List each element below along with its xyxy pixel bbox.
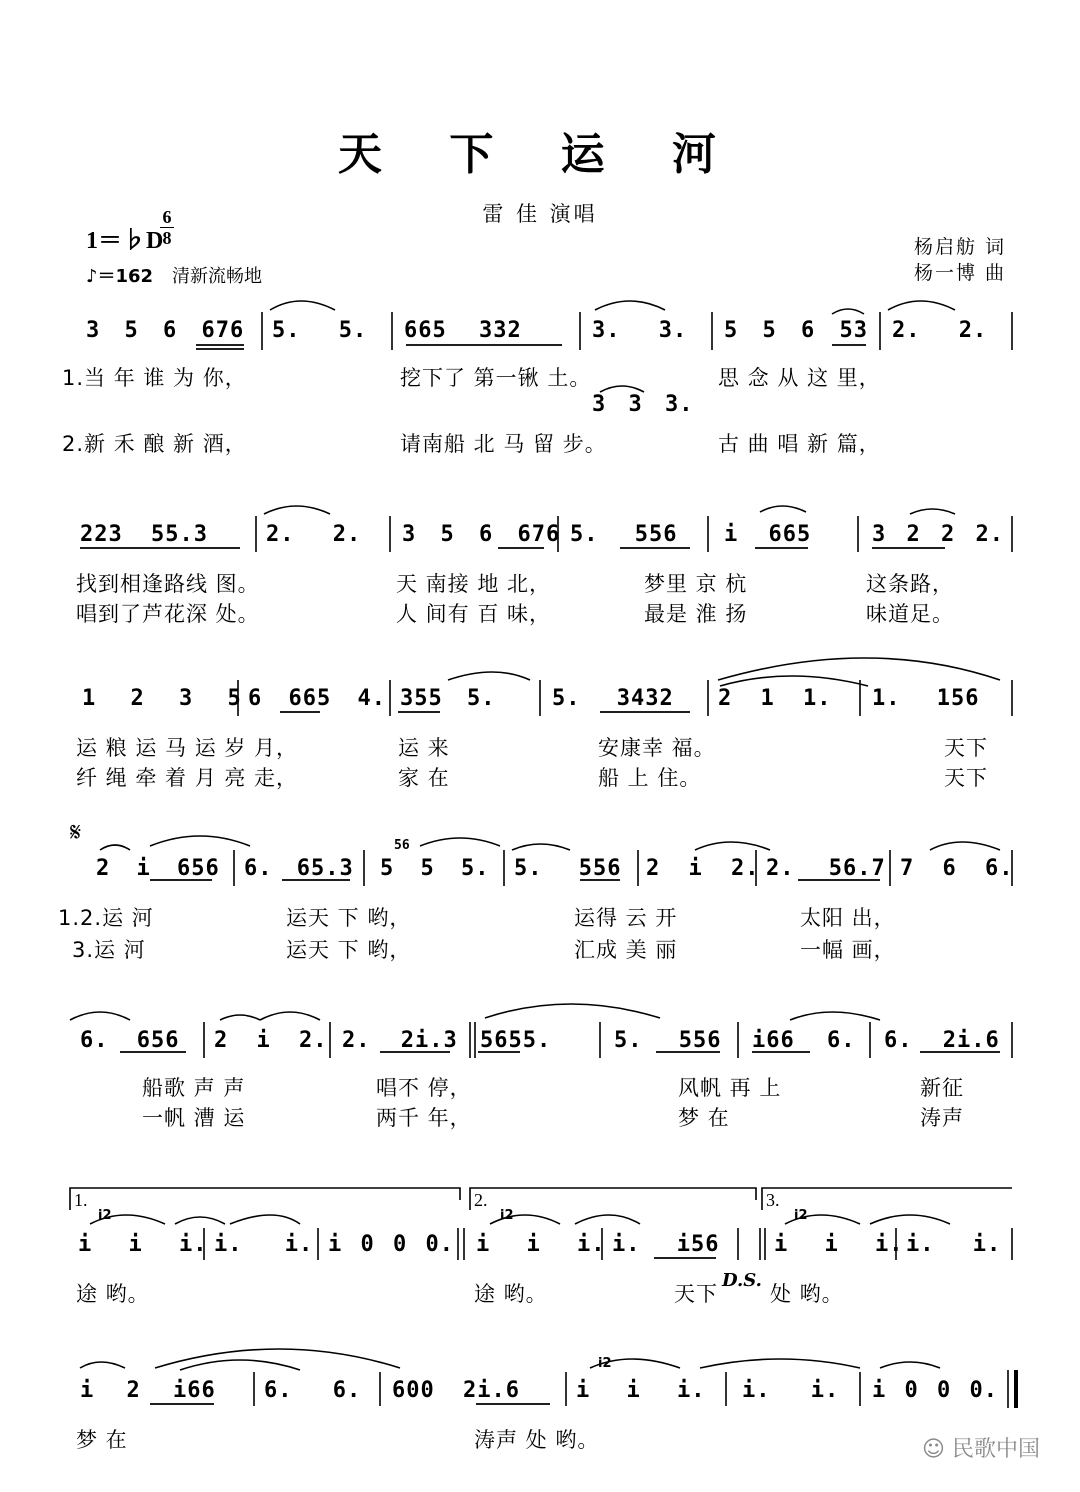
lyrics-system-5-verse-2-a: 一帆 漕 运 <box>142 1106 246 1130</box>
lyrics-system-4-verse-2-c: 汇成 美 丽 <box>574 938 678 962</box>
expression-marking: 清新流畅地 <box>172 266 262 287</box>
lyricist-credit: 杨启舫 词 <box>914 236 1007 258</box>
lyrics-system-5-verse-2-b: 两千 年， <box>376 1106 472 1130</box>
notes-system-1-bar-4: 3. 3. <box>592 318 688 343</box>
lyrics-system-3-verse-2-c: 船 上 住。 <box>598 766 702 790</box>
lyrics-system-2-verse-1-c: 梦里 京 杭 <box>644 572 748 596</box>
lyrics-system-7-a: 梦 在 <box>76 1428 128 1452</box>
lyrics-system-4-verse-1-a: 1.2.运 河 <box>58 906 154 930</box>
lyrics-system-5-verse-2-d: 涛声 <box>920 1106 964 1130</box>
lyrics-system-2-verse-1-a: 找到相逢路线 图。 <box>76 572 260 596</box>
volta-ending-2: 2. <box>474 1190 488 1210</box>
notes-system-4-bar-2: 6. 65.3 <box>244 856 354 881</box>
notes-system-4-bar-6: 2. 56.7 <box>766 856 886 881</box>
lyrics-system-4-verse-1-b: 运天 下 哟， <box>286 906 412 930</box>
notes-system-2-bar-3: 3 5 6 676 <box>402 522 561 547</box>
grace-notes-system-4: 56 <box>394 838 410 853</box>
notes-system-4-bar-5: 2 i 2. <box>646 856 760 881</box>
notes-system-3-bar-4: 5. 3432 <box>552 686 674 711</box>
notes-system-5-bar-5: 5. 556 <box>614 1028 722 1053</box>
lyrics-system-4-verse-1-d: 太阳 出， <box>800 906 896 930</box>
notes-system-3-bar-3: 355 5. <box>400 686 496 711</box>
lyrics-system-5-verse-2-c: 梦 在 <box>678 1106 730 1130</box>
notes-system-2-bar-2: 2. 2. <box>266 522 362 547</box>
lyrics-system-4-verse-2-a: 3.运 河 <box>72 938 146 962</box>
notes-system-2-bar-5: i 665 <box>724 522 812 547</box>
notes-system-3-bar-6: 1. 156 <box>872 686 980 711</box>
lyrics-system-1-verse-2-c: 古 曲 唱 新 篇， <box>718 432 881 456</box>
notes-system-1-bar-6: 2. 2. <box>892 318 988 343</box>
tempo-marking: ♪＝162 <box>86 266 154 287</box>
notes-system-1-bar-1: 3 5 6 676 <box>86 318 245 343</box>
notes-system-5-bar-2: 2 i 2. <box>214 1028 328 1053</box>
lyrics-system-1-verse-1-a: 1.当 年 谁 为 你， <box>62 366 247 390</box>
notes-system-5-bar-7: 6. 2i.6 <box>884 1028 1000 1053</box>
notes-system-6-bar-3: i 0 0 0. <box>328 1232 454 1257</box>
lyrics-system-3-verse-2-b: 家 在 <box>398 766 450 790</box>
lyrics-ending-2: 途 哟。 <box>474 1282 548 1306</box>
grace-notes-ending-3: i2 <box>794 1208 808 1223</box>
song-title: 天 下 运 河 <box>338 129 742 180</box>
notes-system-2-bar-6: 3 2 2 2. <box>872 522 1004 547</box>
lyrics-system-5-verse-1-b: 唱不 停， <box>376 1076 472 1100</box>
time-signature-bottom: 8 <box>162 228 172 248</box>
lyrics-system-3-verse-1-c: 安康幸 福。 <box>598 736 716 760</box>
wechat-icon: ☺ <box>922 1437 945 1462</box>
notes-system-3-bar-1: 1 2 3 5 <box>82 686 242 711</box>
grace-notes-system-7: i2 <box>598 1356 612 1371</box>
notes-system-4-bar-1: 2 i 656 <box>96 856 220 881</box>
grace-notes-ending-2: i2 <box>500 1208 514 1223</box>
lyrics-system-1-verse-1-b: 挖下了 第一锹 土。 <box>400 366 592 390</box>
notes-system-6-bar-6: i i i. <box>774 1232 904 1257</box>
lyrics-system-7-b: 涛声 处 哟。 <box>474 1428 600 1452</box>
notes-system-6-bar-4: i i i. <box>476 1232 606 1257</box>
notes-system-7-bar-1: i 2 i66 <box>80 1378 216 1403</box>
notes-system-6-bar-7: i. i. <box>906 1232 1002 1257</box>
lyrics-system-2-verse-2-b: 人 间有 百 味， <box>396 602 552 626</box>
lyrics-system-4-verse-1-c: 运得 云 开 <box>574 906 678 930</box>
lyrics-system-2-verse-2-d: 味道足。 <box>866 602 954 626</box>
notes-system-2-bar-1: 223 55.3 <box>80 522 208 547</box>
time-signature-top: 6 <box>162 207 172 227</box>
lyrics-system-2-verse-2-c: 最是 淮 扬 <box>644 602 748 626</box>
volta-ending-3: 3. <box>766 1190 780 1210</box>
lyrics-system-1-verse-2-b: 请南船 北 马 留 步。 <box>400 432 607 456</box>
alt-notes-system-1: 3 3 3. <box>592 392 694 417</box>
notes-system-5-bar-3: 2. 2i.3 <box>342 1028 458 1053</box>
notes-system-3-bar-2: 6 665 4. <box>248 686 386 711</box>
notes-system-7-bar-6: i 0 0 0. <box>872 1378 998 1403</box>
lyrics-system-5-verse-1-c: 风帆 再 上 <box>678 1076 782 1100</box>
lyrics-system-3-verse-1-a: 运 粮 运 马 运 岁 月， <box>76 736 299 760</box>
lyrics-system-4-verse-2-d: 一幅 画， <box>800 938 896 962</box>
lyrics-system-5-verse-1-d: 新征 <box>920 1076 964 1100</box>
lyrics-ending-1: 途 哟。 <box>76 1282 150 1306</box>
notes-system-3-bar-5: 2 1 1. <box>718 686 832 711</box>
lyrics-ending-3: 处 哟。 <box>770 1282 844 1306</box>
watermark-text: 民歌中国 <box>951 1437 1040 1462</box>
notes-system-6-bar-5: i. i56 <box>612 1232 720 1257</box>
notes-system-4-bar-3: 5 5 5. <box>380 856 490 881</box>
lyrics-system-1-verse-1-c: 思 念 从 这 里， <box>718 366 881 390</box>
lyrics-system-3-verse-2-d: 天下 <box>944 766 988 790</box>
notes-system-2-bar-4: 5. 556 <box>570 522 678 547</box>
lyrics-ending-2-pickup: 天下 <box>674 1282 718 1306</box>
notes-system-4-bar-7: 7 6 6. <box>900 856 1014 881</box>
lyrics-system-2-verse-1-d: 这条路， <box>866 572 954 596</box>
segno-sign: 𝄋 <box>70 818 82 848</box>
notes-system-1-bar-3: 665 332 <box>404 318 522 343</box>
lyrics-system-1-verse-2-a: 2.新 禾 酿 新 酒， <box>62 432 247 456</box>
lyrics-system-5-verse-1-a: 船歌 声 声 <box>142 1076 246 1100</box>
lyrics-system-3-verse-2-a: 纤 绳 牵 着 月 亮 走， <box>76 766 299 790</box>
key-signature: 1＝♭D <box>86 228 164 254</box>
notes-system-6-bar-1: i i i. <box>78 1232 208 1257</box>
lyrics-system-2-verse-2-a: 唱到了芦花深 处。 <box>76 602 260 626</box>
lyrics-system-4-verse-2-b: 运天 下 哟， <box>286 938 412 962</box>
notes-system-7-bar-4: i i i. <box>576 1378 706 1403</box>
notes-system-1-bar-2: 5. 5. <box>272 318 368 343</box>
dal-segno-mark: D.S. <box>722 1270 762 1291</box>
notes-system-7-bar-3: 600 2i.6 <box>392 1378 520 1403</box>
performer-credit: 雷 佳 演唱 <box>482 202 598 226</box>
lyrics-system-2-verse-1-b: 天 南接 地 北， <box>396 572 552 596</box>
notes-system-5-bar-6: i66 6. <box>752 1028 856 1053</box>
watermark <box>922 1432 1040 1463</box>
lyrics-system-3-verse-1-d: 天下 <box>944 736 988 760</box>
notes-system-7-bar-5: i. i. <box>742 1378 840 1403</box>
volta-ending-1: 1. <box>74 1190 88 1210</box>
composer-credit: 杨一博 曲 <box>914 262 1007 284</box>
notes-system-5-bar-4: 5655. <box>480 1028 552 1053</box>
grace-notes-ending-1: i2 <box>98 1208 112 1223</box>
notes-system-1-bar-5: 5 5 6 53 <box>724 318 868 343</box>
notes-system-6-bar-2: i. i. <box>214 1232 314 1257</box>
lyrics-system-3-verse-1-b: 运 来 <box>398 736 450 760</box>
notes-system-4-bar-4: 5. 556 <box>514 856 622 881</box>
notes-system-5-bar-1: 6. 656 <box>80 1028 180 1053</box>
notes-system-7-bar-2: 6. 6. <box>264 1378 362 1403</box>
